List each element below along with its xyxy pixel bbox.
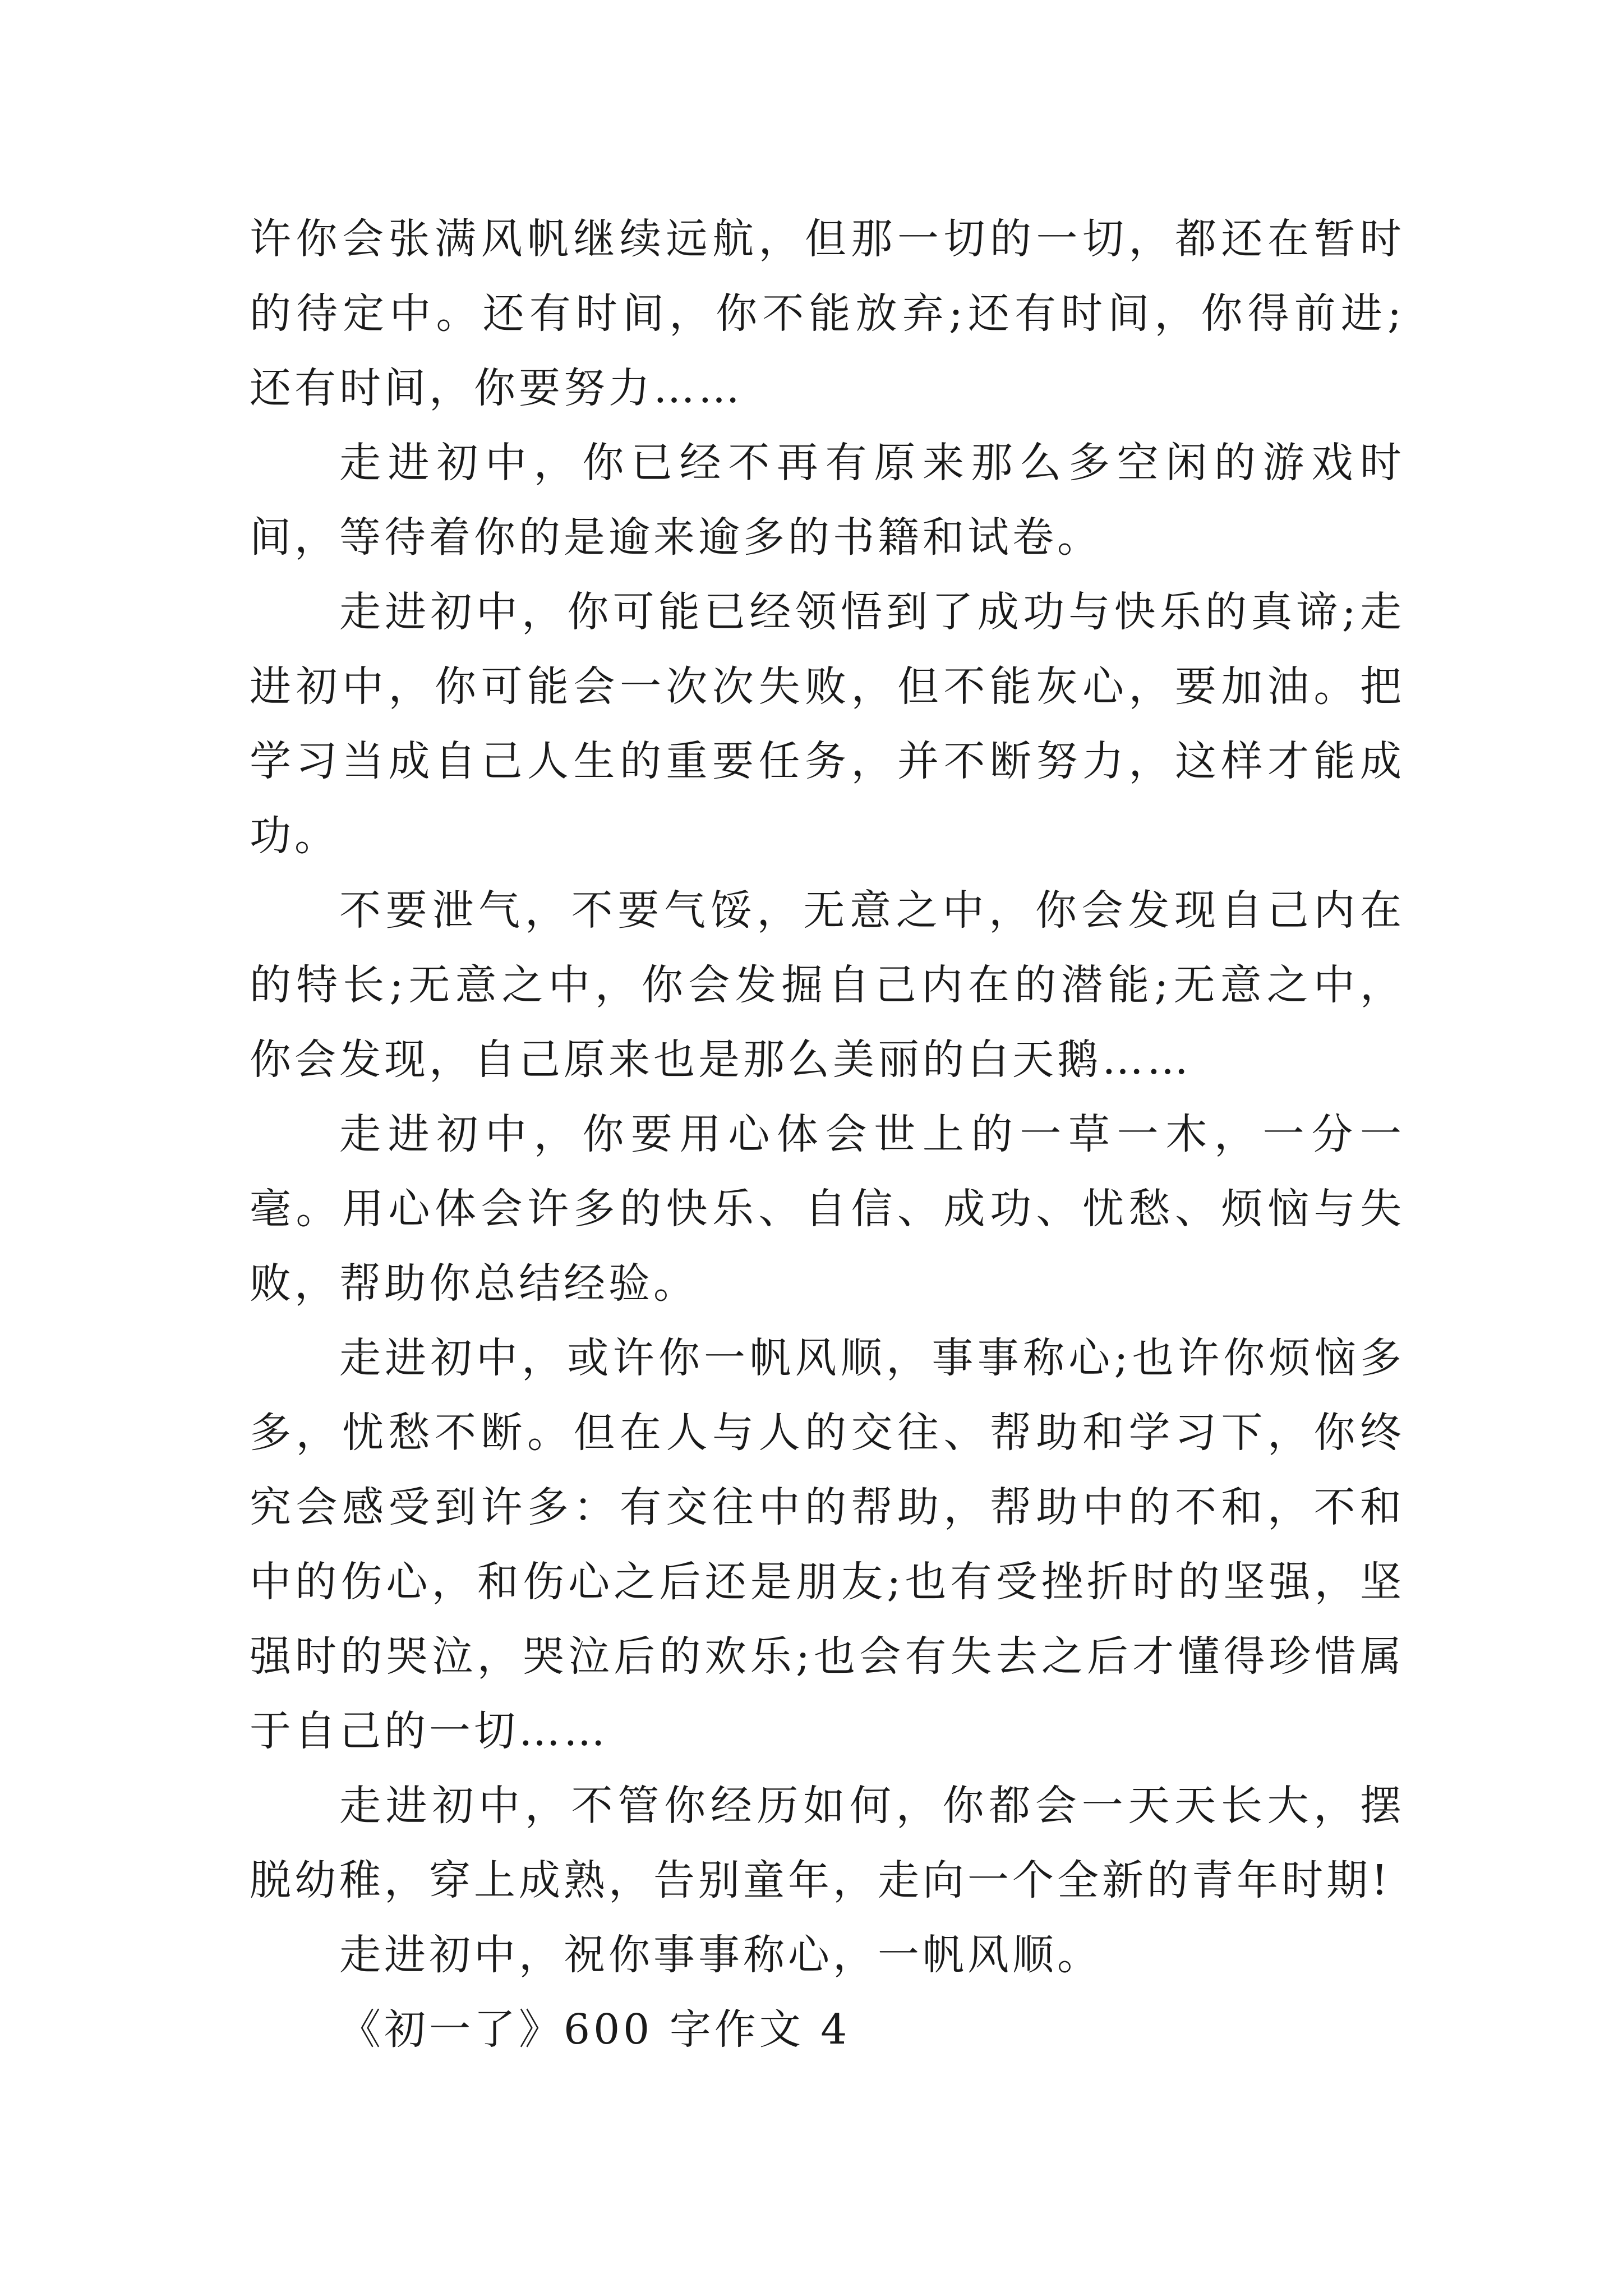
paragraph-continued: 许你会张满风帆继续远航，但那一切的一切，都还在暂时的待定中。还有时间，你不能放弃;还有时间，你得前进;还有时间，你要努力…… — [250, 215, 1405, 412]
paragraph: 走进初中，不管你经历如何，你都会一天天长大，摆脱幼稚，穿上成熟，告别童年，走向一个全新的青年时期! — [250, 1782, 1405, 1904]
paragraph: 走进初中，你已经不再有原来那么多空闲的游戏时间，等待着你的是逾来逾多的书籍和试卷。 — [250, 439, 1405, 562]
paragraph: 走进初中，祝你事事称心，一帆风顺。 — [339, 1931, 1102, 1979]
section-heading: 《初一了》600 字作文 4 — [339, 2005, 851, 2054]
paragraph: 走进初中，你可能已经领悟到了成功与快乐的真谛;走进初中，你可能会一次次失败，但不能灰心，要加油。把学习当成自己人生的重要任务，并不断努力，这样才能成功。 — [250, 588, 1405, 860]
paragraph: 不要泄气，不要气馁，无意之中，你会发现自己内在的特长;无意之中，你会发掘自己内在的潜能;无意之中，你会发现，自己原来也是那么美丽的白天鹅…… — [250, 886, 1405, 1084]
paragraph: 走进初中，你要用心体会世上的一草一木，一分一毫。用心体会许多的快乐、自信、成功、忧愁、烦恼与失败，帮助你总结经验。 — [250, 1110, 1405, 1308]
paragraph: 走进初中，或许你一帆风顺，事事称心;也许你烦恼多多，忧愁不断。但在人与人的交往、帮助和学习下，你终究会感受到许多：有交往中的帮助，帮助中的不和，不和中的伤心，和伤心之后还是朋友;也有受挫折时的坚强，坚强时的哭泣，哭泣后的欢乐;也会有失去之后才懂得珍惜属于自己的一切…… — [250, 1334, 1405, 1755]
essay-body — [250, 202, 1405, 2067]
